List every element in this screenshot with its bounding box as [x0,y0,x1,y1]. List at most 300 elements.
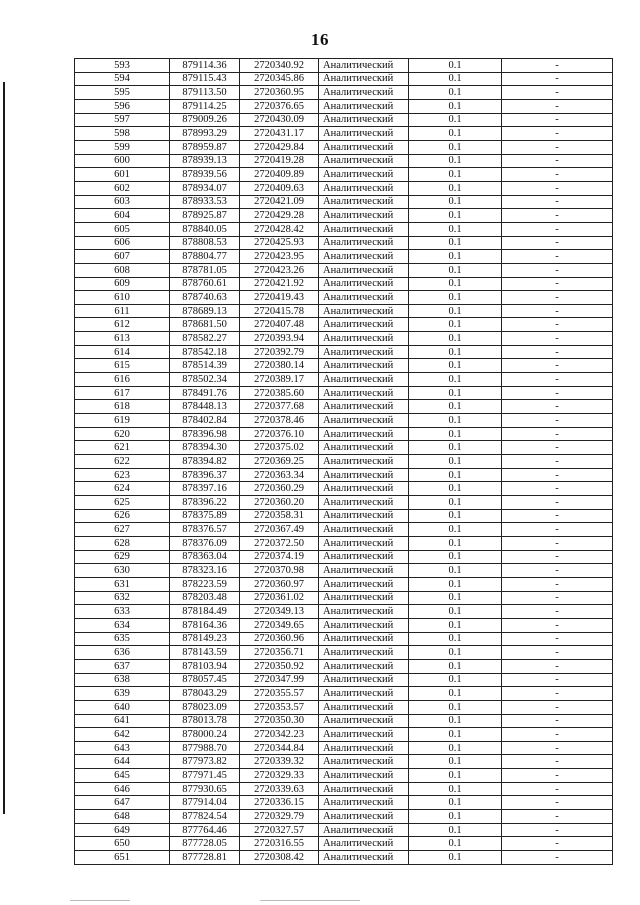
y-coordinate-cell: 2720340.92 [240,59,319,73]
accuracy-cell: 0.1 [409,509,502,523]
method-cell: Аналитический [319,714,409,728]
y-coordinate-cell: 2720377.68 [240,400,319,414]
point-number-cell: 629 [75,550,170,564]
accuracy-cell: 0.1 [409,741,502,755]
y-coordinate-cell: 2720370.98 [240,564,319,578]
y-coordinate-cell: 2720353.57 [240,700,319,714]
method-cell: Аналитический [319,332,409,346]
accuracy-cell: 0.1 [409,523,502,537]
method-cell: Аналитический [319,673,409,687]
y-coordinate-cell: 2720360.95 [240,86,319,100]
table-row [75,72,613,86]
x-coordinate-cell: 878396.37 [170,468,240,482]
table-row [75,441,613,455]
method-cell: Аналитический [319,509,409,523]
accuracy-cell: 0.1 [409,195,502,209]
accuracy-cell: 0.1 [409,127,502,141]
x-coordinate-cell: 878184.49 [170,605,240,619]
y-coordinate-cell: 2720389.17 [240,373,319,387]
page-number: 16 [311,30,329,49]
table-row [75,618,613,632]
y-coordinate-cell: 2720360.29 [240,482,319,496]
table-row [75,468,613,482]
method-cell: Аналитический [319,810,409,824]
note-cell: - [502,577,613,591]
method-cell: Аналитический [319,577,409,591]
y-coordinate-cell: 2720429.28 [240,209,319,223]
table-row [75,687,613,701]
table-row [75,646,613,660]
x-coordinate-cell: 877764.46 [170,823,240,837]
note-cell: - [502,195,613,209]
x-coordinate-cell: 877728.81 [170,851,240,865]
point-number-cell: 601 [75,168,170,182]
method-cell: Аналитический [319,482,409,496]
table-row [75,127,613,141]
accuracy-cell: 0.1 [409,455,502,469]
method-cell: Аналитический [319,837,409,851]
table-row [75,386,613,400]
method-cell: Аналитический [319,86,409,100]
scan-noise-mark [70,900,130,901]
point-number-cell: 610 [75,291,170,305]
accuracy-cell: 0.1 [409,823,502,837]
x-coordinate-cell: 878933.53 [170,195,240,209]
accuracy-cell: 0.1 [409,222,502,236]
method-cell: Аналитический [319,769,409,783]
table-row [75,782,613,796]
method-cell: Аналитический [319,755,409,769]
x-coordinate-cell: 878808.53 [170,236,240,250]
point-number-cell: 615 [75,359,170,373]
accuracy-cell: 0.1 [409,782,502,796]
point-number-cell: 597 [75,113,170,127]
note-cell: - [502,209,613,223]
note-cell: - [502,482,613,496]
table-row [75,400,613,414]
note-cell: - [502,277,613,291]
table-row [75,728,613,742]
method-cell: Аналитический [319,318,409,332]
x-coordinate-cell: 878934.07 [170,181,240,195]
y-coordinate-cell: 2720349.13 [240,605,319,619]
x-coordinate-cell: 878939.13 [170,154,240,168]
accuracy-cell: 0.1 [409,700,502,714]
table-row [75,837,613,851]
y-coordinate-cell: 2720409.63 [240,181,319,195]
accuracy-cell: 0.1 [409,263,502,277]
point-number-cell: 635 [75,632,170,646]
y-coordinate-cell: 2720425.93 [240,236,319,250]
table-row [75,659,613,673]
accuracy-cell: 0.1 [409,755,502,769]
y-coordinate-cell: 2720428.42 [240,222,319,236]
y-coordinate-cell: 2720336.15 [240,796,319,810]
note-cell: - [502,86,613,100]
x-coordinate-cell: 878760.61 [170,277,240,291]
table-row [75,195,613,209]
method-cell: Аналитический [319,550,409,564]
point-number-cell: 624 [75,482,170,496]
point-number-cell: 636 [75,646,170,660]
y-coordinate-cell: 2720429.84 [240,140,319,154]
y-coordinate-cell: 2720345.86 [240,72,319,86]
method-cell: Аналитический [319,591,409,605]
point-number-cell: 628 [75,536,170,550]
note-cell: - [502,618,613,632]
point-number-cell: 620 [75,427,170,441]
method-cell: Аналитический [319,687,409,701]
point-number-cell: 631 [75,577,170,591]
table-row [75,304,613,318]
point-number-cell: 645 [75,769,170,783]
note-cell: - [502,673,613,687]
method-cell: Аналитический [319,782,409,796]
note-cell: - [502,851,613,865]
accuracy-cell: 0.1 [409,277,502,291]
scan-noise-mark [260,900,360,901]
note-cell: - [502,714,613,728]
table-row [75,318,613,332]
point-number-cell: 621 [75,441,170,455]
accuracy-cell: 0.1 [409,769,502,783]
x-coordinate-cell: 878397.16 [170,482,240,496]
table-row [75,482,613,496]
method-cell: Аналитический [319,523,409,537]
x-coordinate-cell: 879113.50 [170,86,240,100]
y-coordinate-cell: 2720419.43 [240,291,319,305]
point-number-cell: 614 [75,345,170,359]
table-row [75,414,613,428]
x-coordinate-cell: 878363.04 [170,550,240,564]
table-row [75,209,613,223]
y-coordinate-cell: 2720339.32 [240,755,319,769]
method-cell: Аналитический [319,468,409,482]
note-cell: - [502,468,613,482]
accuracy-cell: 0.1 [409,168,502,182]
y-coordinate-cell: 2720329.79 [240,810,319,824]
note-cell: - [502,345,613,359]
method-cell: Аналитический [319,386,409,400]
method-cell: Аналитический [319,359,409,373]
x-coordinate-cell: 878023.09 [170,700,240,714]
method-cell: Аналитический [319,291,409,305]
table-row [75,577,613,591]
y-coordinate-cell: 2720344.84 [240,741,319,755]
x-coordinate-cell: 878491.76 [170,386,240,400]
accuracy-cell: 0.1 [409,646,502,660]
note-cell: - [502,837,613,851]
note-cell: - [502,127,613,141]
note-cell: - [502,564,613,578]
table-row [75,823,613,837]
note-cell: - [502,632,613,646]
point-number-cell: 609 [75,277,170,291]
point-number-cell: 605 [75,222,170,236]
x-coordinate-cell: 878925.87 [170,209,240,223]
method-cell: Аналитический [319,236,409,250]
method-cell: Аналитический [319,646,409,660]
point-number-cell: 596 [75,99,170,113]
x-coordinate-cell: 878542.18 [170,345,240,359]
note-cell: - [502,400,613,414]
accuracy-cell: 0.1 [409,468,502,482]
y-coordinate-cell: 2720327.57 [240,823,319,837]
x-coordinate-cell: 878959.87 [170,140,240,154]
x-coordinate-cell: 878143.59 [170,646,240,660]
x-coordinate-cell: 877973.82 [170,755,240,769]
y-coordinate-cell: 2720361.02 [240,591,319,605]
method-cell: Аналитический [319,400,409,414]
y-coordinate-cell: 2720356.71 [240,646,319,660]
point-number-cell: 611 [75,304,170,318]
point-number-cell: 608 [75,263,170,277]
x-coordinate-cell: 877824.54 [170,810,240,824]
accuracy-cell: 0.1 [409,318,502,332]
accuracy-cell: 0.1 [409,113,502,127]
note-cell: - [502,591,613,605]
accuracy-cell: 0.1 [409,536,502,550]
table-row [75,796,613,810]
note-cell: - [502,113,613,127]
x-coordinate-cell: 878394.30 [170,441,240,455]
accuracy-cell: 0.1 [409,209,502,223]
table-row [75,263,613,277]
note-cell: - [502,755,613,769]
x-coordinate-cell: 878375.89 [170,509,240,523]
point-number-cell: 651 [75,851,170,865]
y-coordinate-cell: 2720385.60 [240,386,319,400]
y-coordinate-cell: 2720431.17 [240,127,319,141]
coordinates-table [74,58,613,865]
point-number-cell: 637 [75,659,170,673]
note-cell: - [502,550,613,564]
note-cell: - [502,373,613,387]
point-number-cell: 606 [75,236,170,250]
point-number-cell: 643 [75,741,170,755]
accuracy-cell: 0.1 [409,577,502,591]
point-number-cell: 633 [75,605,170,619]
note-cell: - [502,496,613,510]
y-coordinate-cell: 2720407.48 [240,318,319,332]
point-number-cell: 600 [75,154,170,168]
method-cell: Аналитический [319,263,409,277]
table-row [75,810,613,824]
accuracy-cell: 0.1 [409,291,502,305]
x-coordinate-cell: 878502.34 [170,373,240,387]
accuracy-cell: 0.1 [409,140,502,154]
table-row [75,427,613,441]
x-coordinate-cell: 878681.50 [170,318,240,332]
method-cell: Аналитический [319,741,409,755]
point-number-cell: 647 [75,796,170,810]
method-cell: Аналитический [319,728,409,742]
table-row [75,536,613,550]
method-cell: Аналитический [319,277,409,291]
method-cell: Аналитический [319,72,409,86]
accuracy-cell: 0.1 [409,482,502,496]
point-number-cell: 640 [75,700,170,714]
y-coordinate-cell: 2720421.92 [240,277,319,291]
table-row [75,632,613,646]
table-row [75,523,613,537]
x-coordinate-cell: 878057.45 [170,673,240,687]
point-number-cell: 593 [75,59,170,73]
method-cell: Аналитический [319,127,409,141]
method-cell: Аналитический [319,168,409,182]
table-row [75,741,613,755]
x-coordinate-cell: 878203.48 [170,591,240,605]
method-cell: Аналитический [319,700,409,714]
y-coordinate-cell: 2720339.63 [240,782,319,796]
y-coordinate-cell: 2720358.31 [240,509,319,523]
x-coordinate-cell: 878939.56 [170,168,240,182]
table-row [75,222,613,236]
point-number-cell: 634 [75,618,170,632]
note-cell: - [502,782,613,796]
accuracy-cell: 0.1 [409,632,502,646]
method-cell: Аналитический [319,222,409,236]
x-coordinate-cell: 879009.26 [170,113,240,127]
table-row [75,509,613,523]
point-number-cell: 648 [75,810,170,824]
accuracy-cell: 0.1 [409,236,502,250]
note-cell: - [502,222,613,236]
point-number-cell: 599 [75,140,170,154]
y-coordinate-cell: 2720378.46 [240,414,319,428]
x-coordinate-cell: 877728.05 [170,837,240,851]
x-coordinate-cell: 878582.27 [170,332,240,346]
note-cell: - [502,823,613,837]
accuracy-cell: 0.1 [409,687,502,701]
point-number-cell: 604 [75,209,170,223]
point-number-cell: 644 [75,755,170,769]
x-coordinate-cell: 878376.57 [170,523,240,537]
accuracy-cell: 0.1 [409,250,502,264]
accuracy-cell: 0.1 [409,359,502,373]
method-cell: Аналитический [319,195,409,209]
table-row [75,86,613,100]
x-coordinate-cell: 878013.78 [170,714,240,728]
point-number-cell: 622 [75,455,170,469]
note-cell: - [502,359,613,373]
x-coordinate-cell: 878840.05 [170,222,240,236]
note-cell: - [502,728,613,742]
note-cell: - [502,386,613,400]
point-number-cell: 594 [75,72,170,86]
table-row [75,99,613,113]
point-number-cell: 618 [75,400,170,414]
note-cell: - [502,236,613,250]
x-coordinate-cell: 878103.94 [170,659,240,673]
x-coordinate-cell: 878149.23 [170,632,240,646]
x-coordinate-cell: 879114.36 [170,59,240,73]
point-number-cell: 642 [75,728,170,742]
table-row [75,181,613,195]
x-coordinate-cell: 878376.09 [170,536,240,550]
accuracy-cell: 0.1 [409,605,502,619]
y-coordinate-cell: 2720421.09 [240,195,319,209]
x-coordinate-cell: 877914.04 [170,796,240,810]
table-row [75,277,613,291]
accuracy-cell: 0.1 [409,427,502,441]
point-number-cell: 625 [75,496,170,510]
note-cell: - [502,250,613,264]
y-coordinate-cell: 2720392.79 [240,345,319,359]
note-cell: - [502,140,613,154]
point-number-cell: 632 [75,591,170,605]
x-coordinate-cell: 878000.24 [170,728,240,742]
note-cell: - [502,659,613,673]
table-row [75,714,613,728]
accuracy-cell: 0.1 [409,837,502,851]
table-row [75,673,613,687]
y-coordinate-cell: 2720393.94 [240,332,319,346]
y-coordinate-cell: 2720430.09 [240,113,319,127]
y-coordinate-cell: 2720363.34 [240,468,319,482]
note-cell: - [502,332,613,346]
point-number-cell: 598 [75,127,170,141]
note-cell: - [502,427,613,441]
point-number-cell: 612 [75,318,170,332]
method-cell: Аналитический [319,796,409,810]
point-number-cell: 638 [75,673,170,687]
y-coordinate-cell: 2720355.57 [240,687,319,701]
x-coordinate-cell: 879115.43 [170,72,240,86]
method-cell: Аналитический [319,823,409,837]
accuracy-cell: 0.1 [409,386,502,400]
point-number-cell: 595 [75,86,170,100]
method-cell: Аналитический [319,618,409,632]
y-coordinate-cell: 2720419.28 [240,154,319,168]
method-cell: Аналитический [319,427,409,441]
point-number-cell: 607 [75,250,170,264]
note-cell: - [502,99,613,113]
y-coordinate-cell: 2720409.89 [240,168,319,182]
y-coordinate-cell: 2720347.99 [240,673,319,687]
accuracy-cell: 0.1 [409,810,502,824]
table-row [75,851,613,865]
y-coordinate-cell: 2720374.19 [240,550,319,564]
table-row [75,140,613,154]
accuracy-cell: 0.1 [409,550,502,564]
margin-binding-line [3,82,5,814]
accuracy-cell: 0.1 [409,373,502,387]
table-row [75,250,613,264]
x-coordinate-cell: 878993.29 [170,127,240,141]
point-number-cell: 623 [75,468,170,482]
note-cell: - [502,509,613,523]
note-cell: - [502,536,613,550]
method-cell: Аналитический [319,304,409,318]
accuracy-cell: 0.1 [409,99,502,113]
y-coordinate-cell: 2720367.49 [240,523,319,537]
table-row [75,700,613,714]
table-row [75,154,613,168]
accuracy-cell: 0.1 [409,332,502,346]
note-cell: - [502,291,613,305]
note-cell: - [502,414,613,428]
accuracy-cell: 0.1 [409,618,502,632]
y-coordinate-cell: 2720350.30 [240,714,319,728]
note-cell: - [502,318,613,332]
point-number-cell: 627 [75,523,170,537]
y-coordinate-cell: 2720376.65 [240,99,319,113]
table-row [75,291,613,305]
table-row [75,236,613,250]
x-coordinate-cell: 878781.05 [170,263,240,277]
method-cell: Аналитический [319,536,409,550]
